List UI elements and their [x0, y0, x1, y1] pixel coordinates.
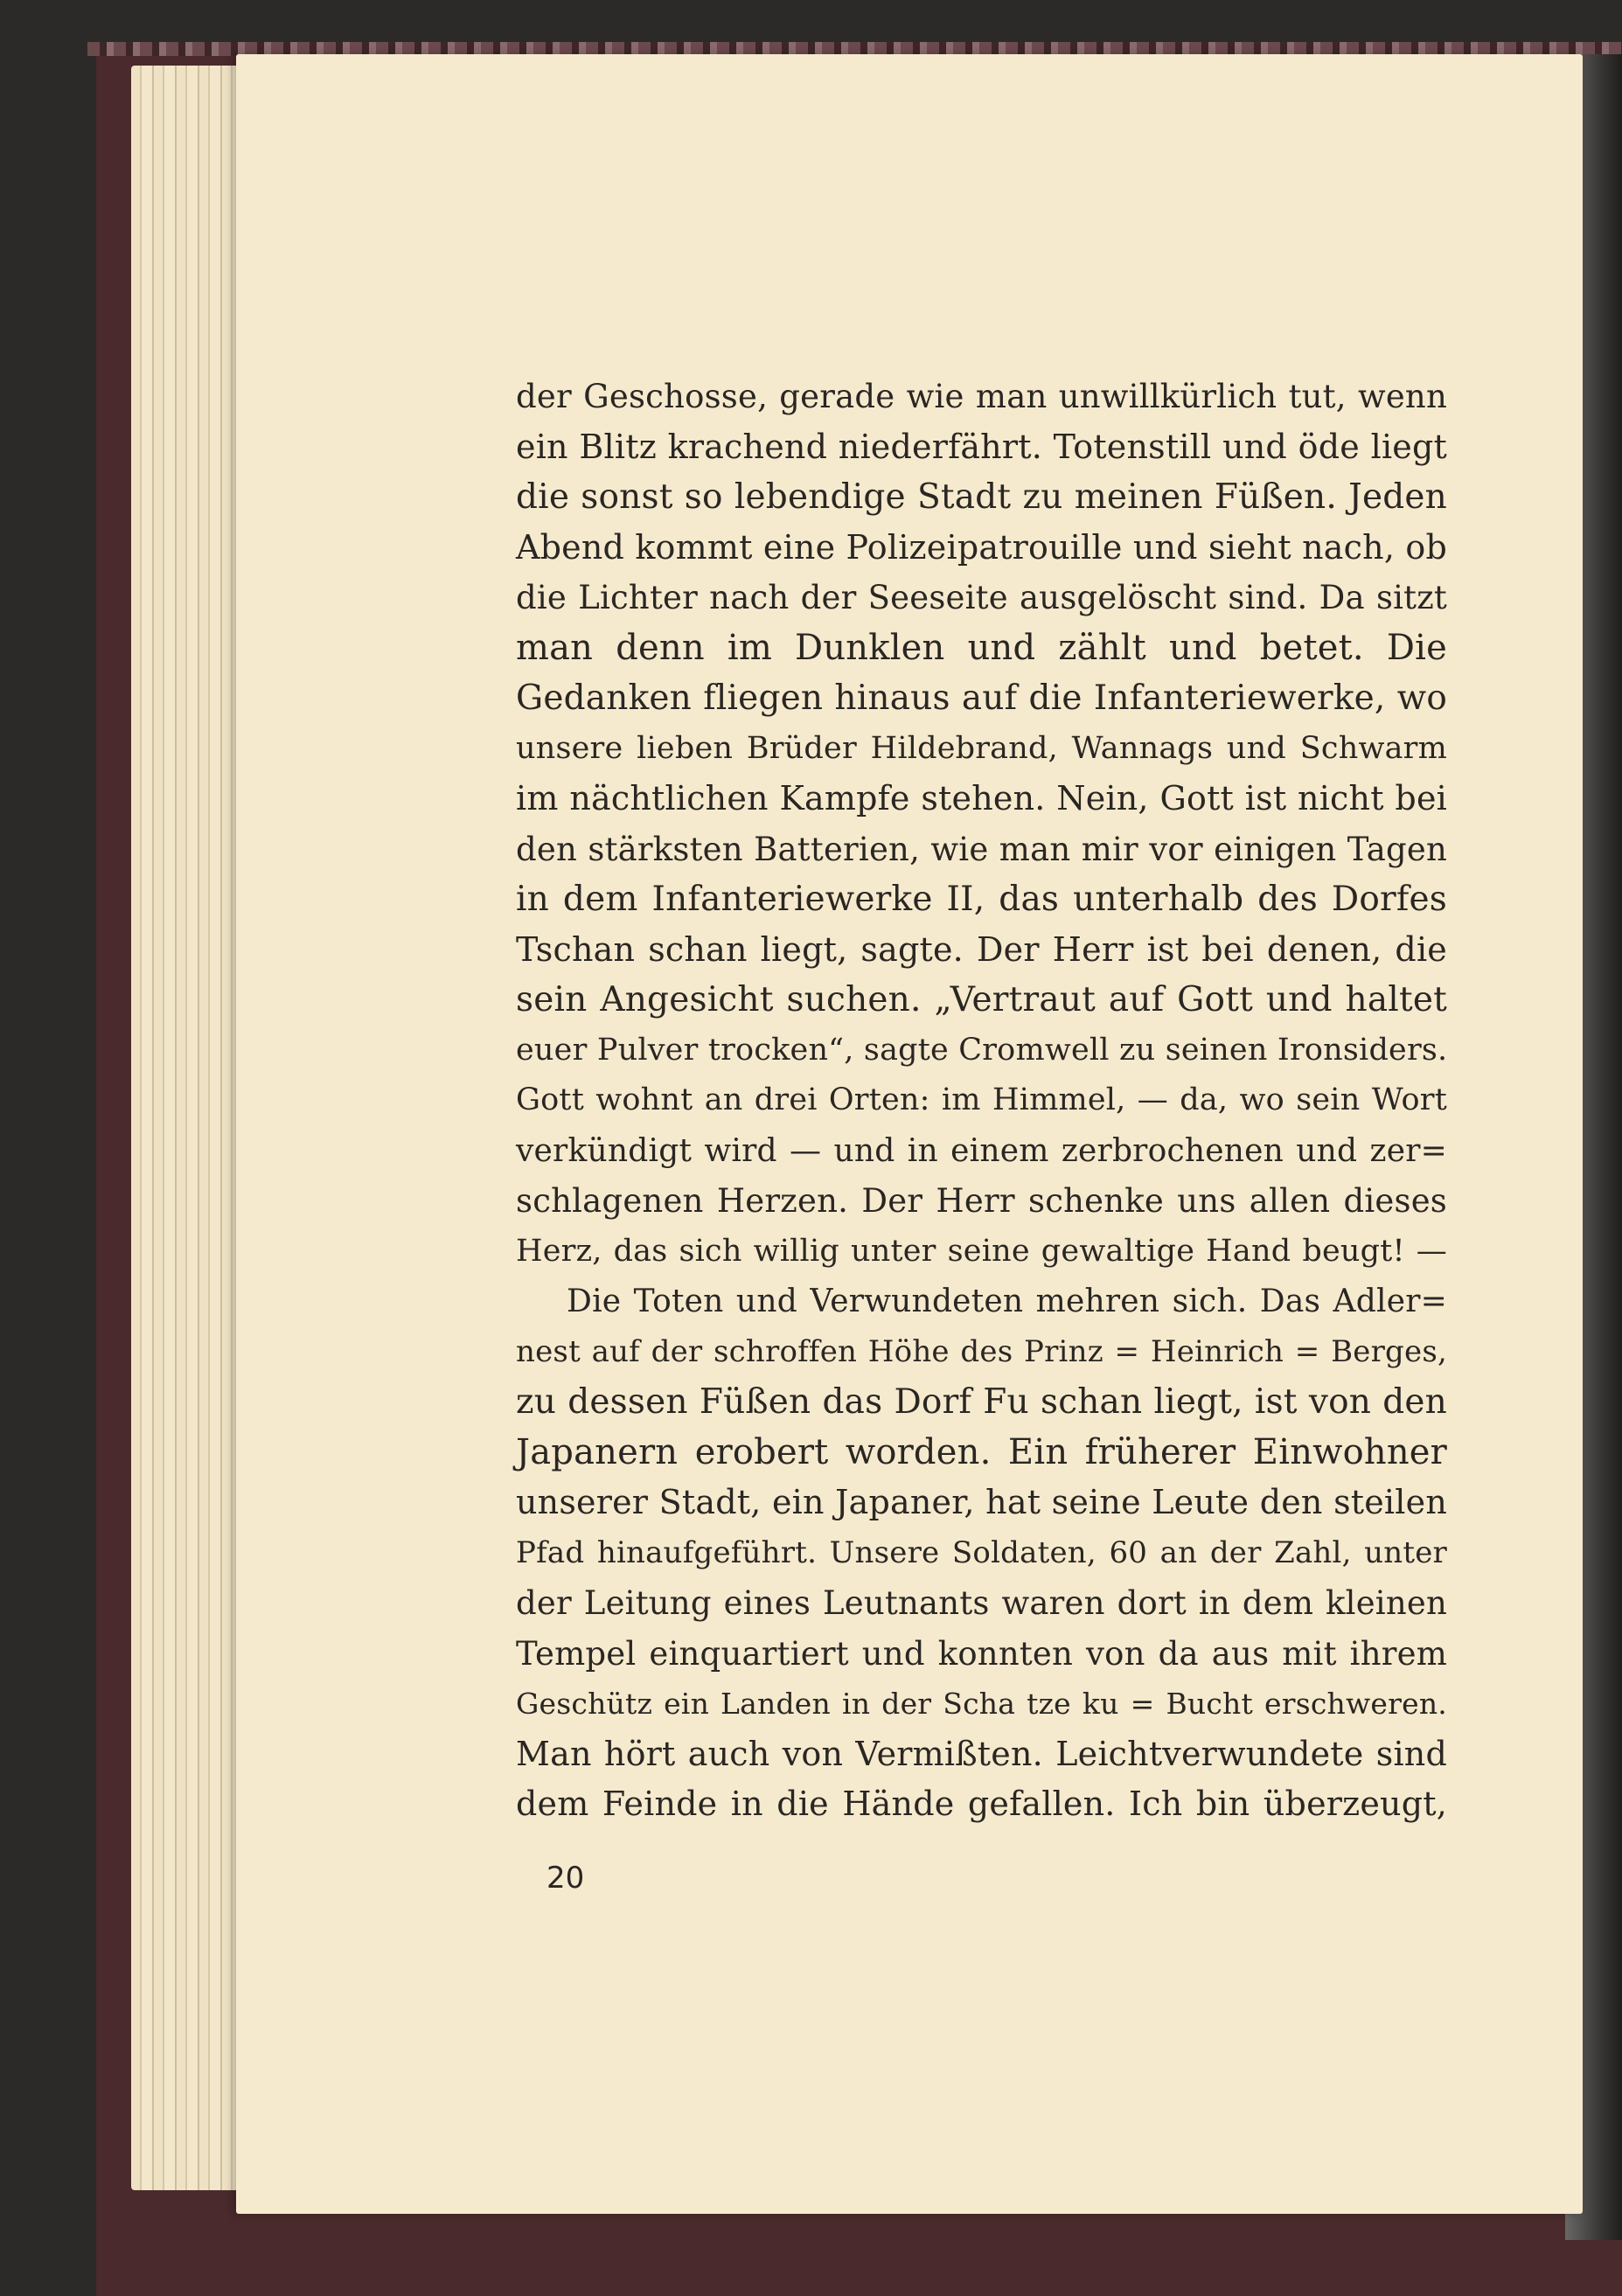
text-line: nest auf der schroffen Höhe des Prinz = Heinrich = Berges,	[516, 1333, 1447, 1369]
text-line: man denn im Dunklen und zählt und betet. Die	[516, 627, 1447, 668]
page-stack-edges	[131, 66, 254, 2190]
text-line: Japanern erobert worden. Ein früherer Einwohner	[516, 1431, 1447, 1472]
text-line: unsere lieben Brüder Hildebrand, Wannags und Schwarm	[516, 730, 1447, 766]
text-line: der Geschosse, gerade wie man unwillkürlich tut, wenn	[516, 378, 1447, 415]
text-line: Gedanken fliegen hinaus auf die Infanteriewerke, wo	[516, 678, 1447, 718]
text-line: Gott wohnt an drei Orten: im Himmel, — da, wo sein Wort	[516, 1082, 1447, 1117]
text-line: Tschan schan liegt, sagte. Der Herr ist bei denen, die	[516, 929, 1447, 969]
text-line: zu dessen Füßen das Dorf Fu schan liegt, ist von den	[516, 1382, 1447, 1422]
text-line: schlagenen Herzen. Der Herr schenke uns allen dieses	[516, 1182, 1447, 1220]
page-number: 20	[546, 1861, 585, 1896]
text-line: Abend kommt eine Polizeipatrouille und sieht nach, ob	[516, 527, 1447, 567]
text-line: sein Angesicht suchen. „Vertraut auf Gott und haltet	[516, 980, 1447, 1019]
text-line: im nächtlichen Kampfe stehen. Nein, Gott ist nicht bei	[516, 779, 1447, 818]
text-line: unserer Stadt, ein Japaner, hat seine Leute den steilen	[516, 1483, 1447, 1521]
text-line: Pfad hinaufgeführt. Unsere Soldaten, 60 an der Zahl, unter	[516, 1534, 1447, 1570]
text-line: Die Toten und Verwundeten mehren sich. Das Adler=	[567, 1284, 1447, 1319]
text-line: Tempel einquartiert und konnten von da aus mit ihrem	[516, 1634, 1447, 1673]
text-line: euer Pulver trocken“, sagte Cromwell zu seinen Ironsiders.	[516, 1032, 1448, 1068]
text-line: verkündigt wird — und in einem zerbrochenen und zer=	[516, 1132, 1447, 1169]
text-line: Geschütz ein Landen in der Scha tze ku = Bucht erschweren.	[516, 1687, 1447, 1721]
text-line: Herz, das sich willig unter seine gewaltige Hand beugt! —	[516, 1233, 1447, 1269]
text-line: dem Feinde in die Hände gefallen. Ich bin überzeugt,	[516, 1785, 1447, 1823]
text-line: die Lichter nach der Seeseite ausgelöscht sind. Da sitzt	[516, 579, 1447, 616]
text-line: die sonst so lebendige Stadt zu meinen Füßen. Jeden	[516, 477, 1447, 517]
page-text	[516, 372, 1447, 1830]
text-line: der Leitung eines Leutnants waren dort in dem kleinen	[516, 1584, 1447, 1622]
text-line: den stärksten Batterien, wie man mir vor einigen Tagen	[516, 830, 1447, 868]
text-line: in dem Infanteriewerke II, das unterhalb des Dorfes	[516, 880, 1447, 919]
text-line: Man hört auch von Vermißten. Leichtverwundete sind	[516, 1734, 1447, 1773]
text-line: ein Blitz krachend niederfährt. Totenstill und öde liegt	[516, 427, 1447, 466]
